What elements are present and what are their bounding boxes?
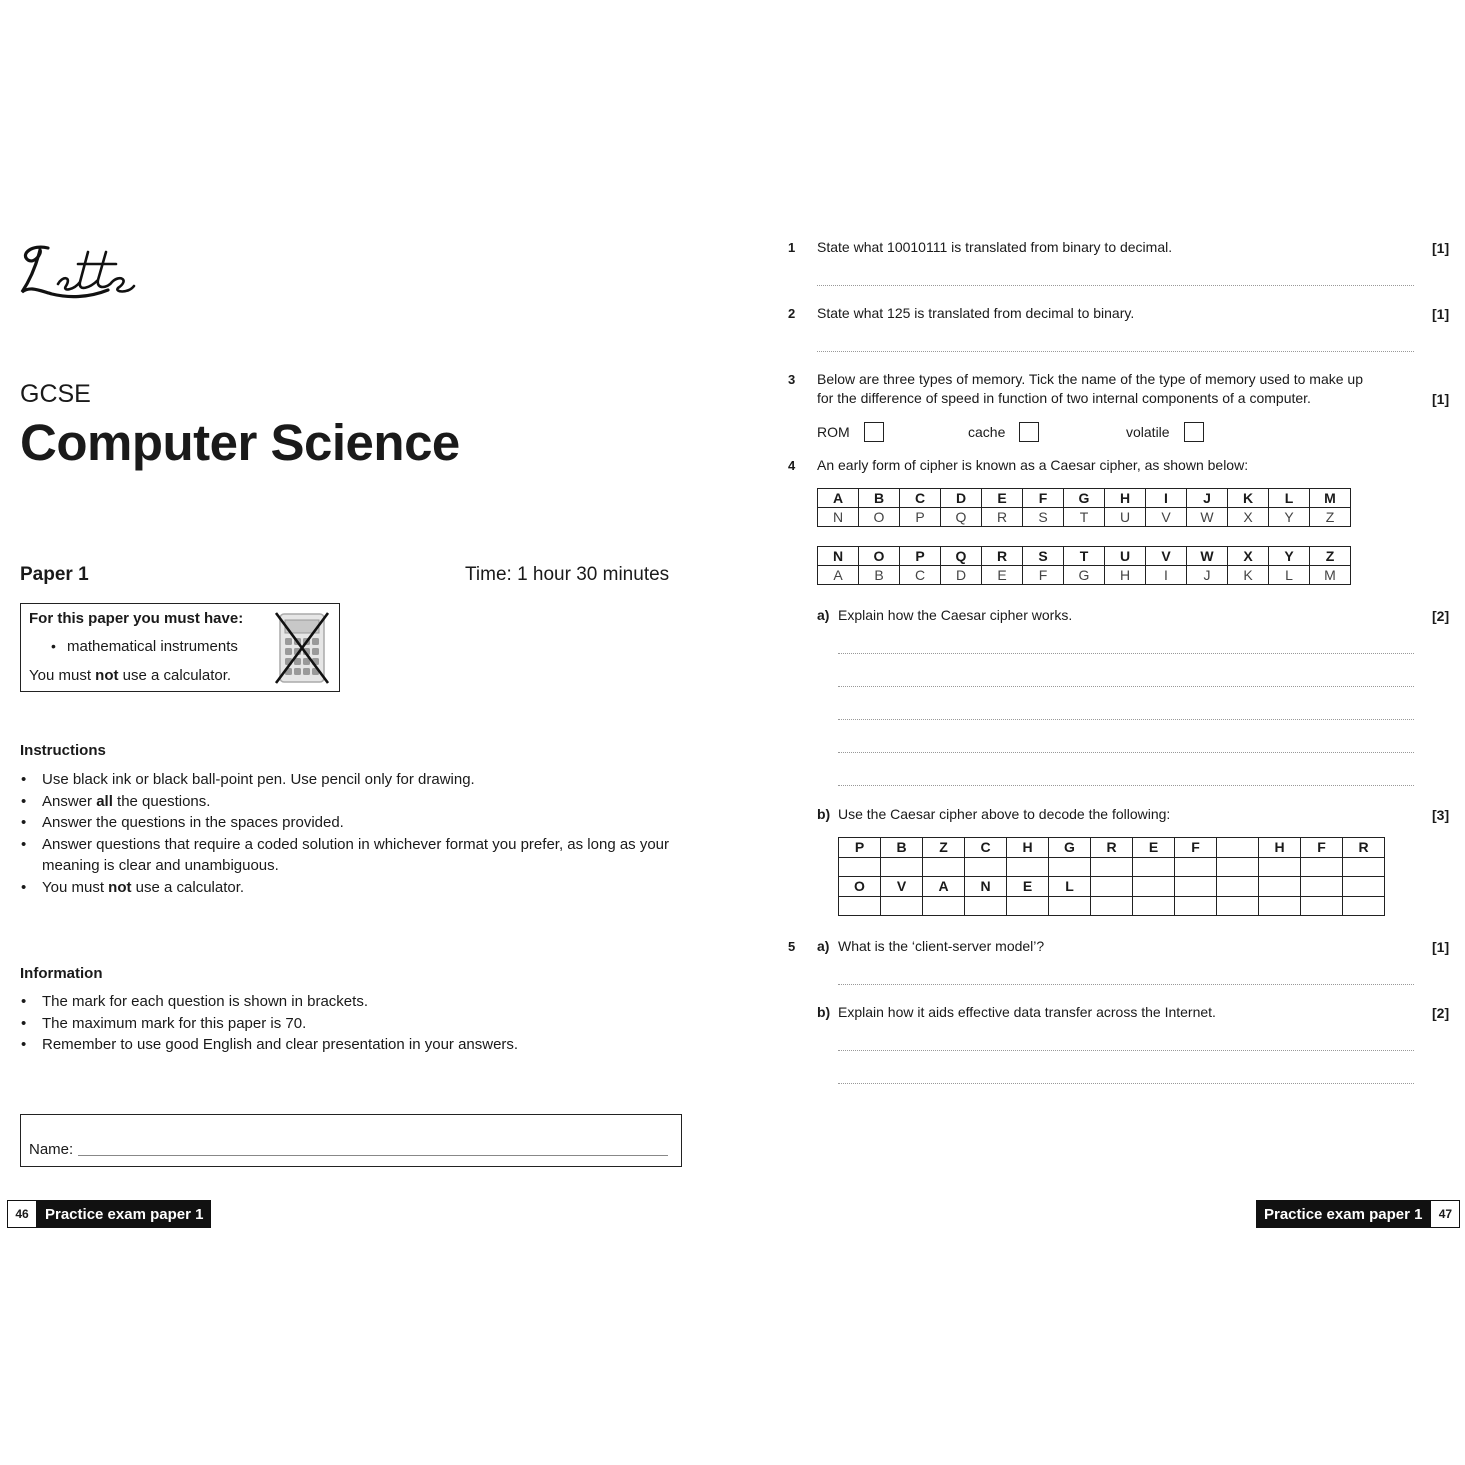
decode-answer-cell[interactable] [1301, 897, 1343, 916]
cipher-cell: W [1187, 508, 1228, 527]
cipher-cell: R [982, 508, 1023, 527]
subquestion-label: b) [817, 1004, 831, 1020]
decode-cell: H [1259, 838, 1301, 858]
cipher-cell: X [1228, 547, 1269, 566]
decode-cell: L [1049, 877, 1091, 897]
cipher-cell: B [859, 489, 900, 508]
cipher-cell: P [900, 508, 941, 527]
decode-cell [1301, 877, 1343, 897]
subquestion-label: a) [817, 938, 830, 954]
tick-box[interactable] [864, 422, 884, 442]
cipher-cell: P [900, 547, 941, 566]
decode-cell [1133, 877, 1175, 897]
list-item [20, 877, 690, 899]
decode-cell: O [839, 877, 881, 897]
decode-answer-cell[interactable] [881, 858, 923, 877]
decode-cell: V [881, 877, 923, 897]
note-text: You must [29, 667, 96, 684]
cipher-cell: U [1105, 547, 1146, 566]
cipher-cell: O [859, 547, 900, 566]
decode-answer-cell[interactable] [839, 858, 881, 877]
cipher-cell: C [900, 566, 941, 585]
cipher-cell: T [1064, 547, 1105, 566]
cipher-cell: R [982, 547, 1023, 566]
cipher-cell: S [1023, 547, 1064, 566]
requirements-heading: For this paper you must have: [29, 610, 244, 627]
mark-label: [3] [1432, 807, 1450, 823]
decode-cell: R [1091, 838, 1133, 858]
requirements-item: • mathematical instruments [51, 638, 238, 655]
answer-line[interactable] [838, 984, 1414, 985]
cipher-cell: D [941, 566, 982, 585]
list-item: • Use black ink or black ball-point pen. Use pencil only for drawing. [20, 769, 690, 791]
item-text-end: the questions. [112, 792, 211, 810]
question-number: 1 [788, 240, 796, 255]
cipher-cell: M [1310, 566, 1351, 585]
mark-label: [1] [1432, 306, 1450, 322]
footer-label: Practice exam paper 1 [1256, 1200, 1430, 1228]
decode-cell [1217, 838, 1259, 858]
decode-answer-cell[interactable] [1175, 897, 1217, 916]
decode-answer-cell[interactable] [1301, 858, 1343, 877]
cipher-cell: V [1146, 508, 1187, 527]
decode-answer-cell[interactable] [923, 897, 965, 916]
decode-cell: H [1007, 838, 1049, 858]
cipher-cell: G [1064, 566, 1105, 585]
question-number: 5 [788, 939, 796, 954]
cipher-cell: I [1146, 566, 1187, 585]
list-item [20, 791, 690, 813]
decode-cell: Z [923, 838, 965, 858]
decode-cell: R [1343, 838, 1385, 858]
cipher-row-coded [818, 508, 1351, 527]
cipher-cell: E [982, 566, 1023, 585]
decode-cell: B [881, 838, 923, 858]
cipher-cell: W [1187, 547, 1228, 566]
answer-line[interactable] [817, 351, 1414, 352]
cipher-cell: H [1105, 489, 1146, 508]
name-label: Name: [29, 1141, 74, 1158]
cipher-cell: G [1064, 489, 1105, 508]
decode-answer-cell[interactable] [1133, 858, 1175, 877]
cipher-cell: H [1105, 566, 1146, 585]
decode-cell: E [1133, 838, 1175, 858]
cipher-cell: S [1023, 508, 1064, 527]
decode-cell [1343, 877, 1385, 897]
cipher-row-plain [818, 489, 1351, 508]
mark-label: [1] [1432, 939, 1450, 955]
subquestion-label: b) [817, 806, 831, 822]
cipher-cell: Y [1269, 508, 1310, 527]
decode-cell: F [1301, 838, 1343, 858]
decode-answer-cell[interactable] [1343, 897, 1385, 916]
decode-answer-cell[interactable] [1343, 858, 1385, 877]
cipher-cell: Q [941, 547, 982, 566]
cipher-cell: N [818, 508, 859, 527]
tick-option-cache[interactable] [968, 422, 1039, 442]
decode-row-coded-2 [839, 877, 1385, 897]
cipher-cell: Z [1310, 508, 1351, 527]
tick-option-rom[interactable] [817, 422, 884, 442]
question-text: Explain how the Caesar cipher works. [838, 607, 1073, 623]
cipher-cell: N [818, 547, 859, 566]
decode-answer-cell[interactable] [1049, 897, 1091, 916]
question-number: 4 [788, 458, 796, 473]
tick-box[interactable] [1184, 422, 1204, 442]
answer-line[interactable] [838, 686, 1414, 687]
decode-answer-cell[interactable] [965, 897, 1007, 916]
decode-cell: C [965, 838, 1007, 858]
decode-answer-cell[interactable] [965, 858, 1007, 877]
cipher-cell: F [1023, 566, 1064, 585]
question-text: State what 10010111 is translated from binary to decimal. [817, 239, 1173, 255]
cipher-cell: D [941, 489, 982, 508]
question-number: 3 [788, 372, 796, 387]
decode-row-answer-2[interactable] [839, 897, 1385, 916]
item-text: You must [42, 878, 109, 896]
cipher-cell: C [900, 489, 941, 508]
requirements-note [29, 667, 231, 684]
crossed-out-calculator-icon [274, 611, 330, 685]
subquestion-label: a) [817, 607, 830, 623]
cipher-cell: A [818, 566, 859, 585]
cipher-cell: Y [1269, 547, 1310, 566]
cipher-cell: M [1310, 489, 1351, 508]
tick-box[interactable] [1019, 422, 1039, 442]
mark-label: [2] [1432, 1005, 1450, 1021]
page-number: 47 [1430, 1200, 1460, 1228]
decode-cell: G [1049, 838, 1091, 858]
question-text: for the difference of speed in function of two internal components of a computer. [817, 390, 1311, 406]
decode-answer-cell[interactable] [1049, 858, 1091, 877]
option-label: volatile [1126, 424, 1170, 440]
decode-cell: N [965, 877, 1007, 897]
question-text: Explain how it aids effective data transfer across the Internet. [838, 1004, 1216, 1020]
question-text: Use the Caesar cipher above to decode the following: [838, 806, 1171, 822]
list-item: • Remember to use good English and clear presentation in your answers. [20, 1034, 690, 1056]
decode-answer-cell[interactable] [881, 897, 923, 916]
information-list [20, 991, 690, 1056]
question-number: 2 [788, 306, 796, 321]
letts-logo [18, 240, 138, 302]
footer-label: Practice exam paper 1 [37, 1200, 211, 1228]
cipher-row-plain [818, 547, 1351, 566]
decode-cell [1217, 877, 1259, 897]
cipher-cell: L [1269, 566, 1310, 585]
item-emphasis: not [108, 878, 132, 896]
question-text: Below are three types of memory. Tick the name of the type of memory used to make up [817, 371, 1363, 387]
cipher-table-a-m [817, 488, 1351, 527]
cipher-cell: O [859, 508, 900, 527]
cipher-table-n-z [817, 546, 1351, 585]
item-text-end: use a calculator. [131, 878, 245, 896]
tick-option-volatile[interactable] [1126, 422, 1204, 442]
option-label: ROM [817, 424, 850, 440]
option-label: cache [968, 424, 1006, 440]
decode-cell: F [1175, 838, 1217, 858]
requirements-box [20, 603, 340, 692]
cipher-cell: J [1187, 489, 1228, 508]
cipher-cell: K [1228, 566, 1269, 585]
decode-row-coded-1 [839, 838, 1385, 858]
requirements-item-text: mathematical instruments [67, 638, 238, 655]
decode-answer-cell[interactable] [839, 897, 881, 916]
decode-cell: E [1007, 877, 1049, 897]
cipher-cell: A [818, 489, 859, 508]
list-item: • The maximum mark for this paper is 70. [20, 1013, 690, 1035]
list-item: • The mark for each question is shown in brackets. [20, 991, 690, 1013]
decode-answer-cell[interactable] [1217, 858, 1259, 877]
cipher-cell: Z [1310, 547, 1351, 566]
question-text: State what 125 is translated from decimal to binary. [817, 305, 1135, 321]
paper-label: Paper 1 [20, 564, 89, 585]
item-text: Answer [42, 792, 97, 810]
cipher-cell: L [1269, 489, 1310, 508]
answer-line[interactable] [838, 1083, 1414, 1084]
note-emphasis: not [95, 667, 119, 684]
question-text: An early form of cipher is known as a Caesar cipher, as shown below: [817, 457, 1249, 473]
name-field[interactable] [78, 1155, 668, 1156]
decode-answer-cell[interactable] [1133, 897, 1175, 916]
decode-answer-cell[interactable] [1091, 858, 1133, 877]
answer-line[interactable] [838, 719, 1414, 720]
decode-cell [1175, 877, 1217, 897]
mark-label: [2] [1432, 608, 1450, 624]
decode-answer-cell[interactable] [923, 858, 965, 877]
item-emphasis: all [96, 792, 113, 810]
note-text-end: use a calculator. [118, 667, 232, 684]
information-heading: Information [20, 965, 103, 982]
decode-answer-cell[interactable] [1217, 897, 1259, 916]
series-label: GCSE [20, 380, 91, 408]
time-allowed: Time: 1 hour 30 minutes [465, 564, 670, 585]
cipher-cell: U [1105, 508, 1146, 527]
cipher-cell: V [1146, 547, 1187, 566]
name-box [20, 1114, 682, 1167]
page-number: 46 [7, 1200, 37, 1228]
list-item: • Answer the questions in the spaces provided. [20, 812, 690, 834]
list-item: • Answer questions that require a coded solution in whichever format you prefer, as long as your meaning is clear and unambiguous. [20, 834, 690, 877]
decode-answer-cell[interactable] [1259, 897, 1301, 916]
decode-answer-cell[interactable] [1091, 897, 1133, 916]
cipher-cell: T [1064, 508, 1105, 527]
answer-line[interactable] [838, 752, 1414, 753]
cipher-row-coded [818, 566, 1351, 585]
decode-row-answer-1[interactable] [839, 858, 1385, 877]
page-title: Computer Science [20, 414, 460, 471]
cipher-cell: K [1228, 489, 1269, 508]
footer-right [1256, 1200, 1460, 1228]
mark-label: [1] [1432, 240, 1450, 256]
decode-answer-cell[interactable] [1259, 858, 1301, 877]
cipher-cell: B [859, 566, 900, 585]
decode-cell: P [839, 838, 881, 858]
decode-answer-cell[interactable] [1007, 858, 1049, 877]
cipher-cell: I [1146, 489, 1187, 508]
cipher-cell: J [1187, 566, 1228, 585]
instructions-heading: Instructions [20, 742, 106, 759]
footer-left [7, 1200, 211, 1228]
answer-line[interactable] [838, 1050, 1414, 1051]
decode-cell [1259, 877, 1301, 897]
decode-cell [1091, 877, 1133, 897]
answer-line[interactable] [838, 653, 1414, 654]
question-text: What is the ‘client-server model’? [838, 938, 1045, 954]
mark-label: [1] [1432, 391, 1450, 407]
answer-line[interactable] [817, 285, 1414, 286]
decode-grid [838, 837, 1385, 916]
cipher-cell: Q [941, 508, 982, 527]
answer-line[interactable] [838, 785, 1414, 786]
decode-answer-cell[interactable] [1175, 858, 1217, 877]
cipher-cell: F [1023, 489, 1064, 508]
cipher-cell: X [1228, 508, 1269, 527]
instructions-list [20, 769, 690, 898]
decode-cell: A [923, 877, 965, 897]
decode-answer-cell[interactable] [1007, 897, 1049, 916]
cipher-cell: E [982, 489, 1023, 508]
